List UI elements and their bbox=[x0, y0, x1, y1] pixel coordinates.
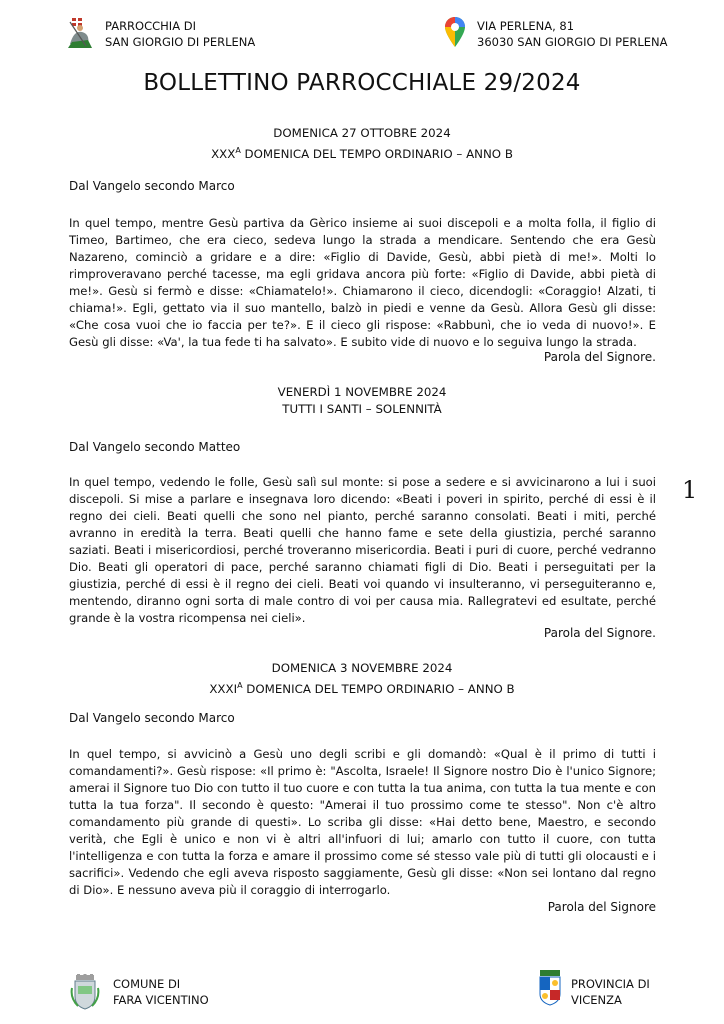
section-3-gospel-text: In quel tempo, si avvicinò a Gesù uno degli scribi e gli domandò: «Qual è il primo di tutti i comandamenti?». Gesù rispose: «Il primo è: "Ascolta, Israele! Il Signore nostro Dio è l'unico Signore; amerai il Signore tuo Dio con tutto il tuo cuore e con tutta la tua anima, con tutta la tua mente e con tutta la tua forza". Il secondo è questo: "Amerai il tuo prossimo come te stesso". Non c'è altro comandamento più grande di questi». Lo scriba gli disse: «Hai detto bene, Maestro, e secondo verità, che Egli è unico e non vi è altri all'infuori di lui; amarlo con tutto il cuore, con tutta l'intelligenza e con tutta la forza e amare il prossimo come sé stesso vale più di tutti gli olocausti e i sacrifici». Vedendo che egli aveva risposto saggiamente, Gesù gli disse: «Non sei lontano dal regno di Dio». E nessuno aveva più il coraggio di interrogarlo. bbox=[69, 747, 656, 897]
address-line2: 36030 SAN GIORGIO DI PERLENA bbox=[477, 35, 668, 49]
bulletin-title: BOLLETTINO PARROCCHIALE 29/2024 bbox=[143, 70, 581, 96]
comune-line1: COMUNE DI bbox=[113, 977, 181, 991]
page-number: 1 bbox=[682, 476, 698, 504]
comune-crest-icon bbox=[70, 974, 100, 1010]
parish-name-line1: PARROCCHIA DI bbox=[105, 19, 196, 33]
section-occasion: $XXX^A$ DOMENICA DEL TEMPO ORDINARIO – ANNO B bbox=[211, 146, 513, 161]
section-1-heading bbox=[0, 125, 724, 163]
section-1-source: Dal Vangelo secondo Marco bbox=[69, 179, 235, 193]
section-date: DOMENICA 27 OTTOBRE 2024 bbox=[273, 126, 451, 140]
section-2-heading bbox=[0, 384, 724, 418]
section-3-closing: Parola del Signore bbox=[547, 900, 656, 914]
section-3-heading bbox=[0, 660, 724, 698]
comune-line2: FARA VICENTINO bbox=[113, 993, 209, 1007]
saint-george-emblem-icon bbox=[66, 14, 94, 52]
section-2-source: Dal Vangelo secondo Matteo bbox=[69, 440, 241, 454]
section-occasion: $XXXI^A$ DOMENICA DEL TEMPO ORDINARIO – ANNO B bbox=[209, 681, 515, 696]
map-pin-icon bbox=[444, 16, 466, 48]
section-date: DOMENICA 3 NOVEMBRE 2024 bbox=[271, 661, 453, 675]
section-1-gospel-text: In quel tempo, mentre Gesù partiva da Gèrico insieme ai suoi discepoli e a molta folla, il figlio di Timeo, Bartimeo, che era cieco, sedeva lungo la strada a mendicare. Sentendo che era Gesù Nazareno, cominciò a gridare e a dire: «Figlio di Davide, Gesù, abbi pietà di me!». Molti lo rimproveravano perché tacesse, ma egli gridava ancora più forte: «Figlio di Davide, abbi pietà di me!». Gesù si fermò e disse: «Chiamatelo!». Chiamarono il cieco, dicendogli: «Coraggio! Alzati, ti chiama!». Egli, gettato via il suo mantello, balzò in piedi e venne da Gesù. Allora Gesù gli disse: «Che cosa vuoi che io faccia per te?». E il cieco gli rispose: «Rabbunì, che io veda di nuovo!». E Gesù gli disse: «Va', la tua fede ti ha salvato». E subito vide di nuovo e lo seguiva lungo la strada. bbox=[69, 216, 656, 349]
section-occasion: TUTTI I SANTI – SOLENNITÀ bbox=[282, 402, 442, 416]
parish-name-line2: SAN GIORGIO DI PERLENA bbox=[105, 35, 256, 49]
section-1-closing: Parola del Signore. bbox=[543, 350, 656, 364]
section-2-gospel-text: In quel tempo, vedendo le folle, Gesù salì sul monte: si pose a sedere e si avvicinarono a lui i suoi discepoli. Si mise a parlare e insegnava loro dicendo: «Beati i poveri in spirito, perché di essi è il regno dei cieli. Beati quelli che sono nel pianto, perché saranno consolati. Beati i miti, perché avranno in eredità la terra. Beati quelli che hanno fame e sete della giustizia, perché saranno saziati. Beati i misericordiosi, perché troveranno misericordia. Beati i puri di cuore, perché vedranno Dio. Beati gli operatori di pace, perché saranno chiamati figli di Dio. Beati i perseguitati per la giustizia, perché di essi è il regno dei cieli. Beati voi quando vi insulteranno, vi perseguiteranno e, mentendo, diranno ogni sorta di male contro di voi per causa mia. Rallegratevi ed esultate, perché grande è la vostra ricompensa nei cieli». bbox=[69, 475, 656, 625]
section-3-source: Dal Vangelo secondo Marco bbox=[69, 711, 235, 725]
provincia-line1: PROVINCIA DI bbox=[571, 977, 650, 991]
section-date: VENERDÌ 1 NOVEMBRE 2024 bbox=[277, 385, 447, 399]
address-line1: VIA PERLENA, 81 bbox=[477, 19, 575, 33]
section-2-closing: Parola del Signore. bbox=[543, 626, 656, 640]
provincia-line2: VICENZA bbox=[571, 993, 622, 1007]
provincia-crest-icon bbox=[537, 970, 563, 1006]
